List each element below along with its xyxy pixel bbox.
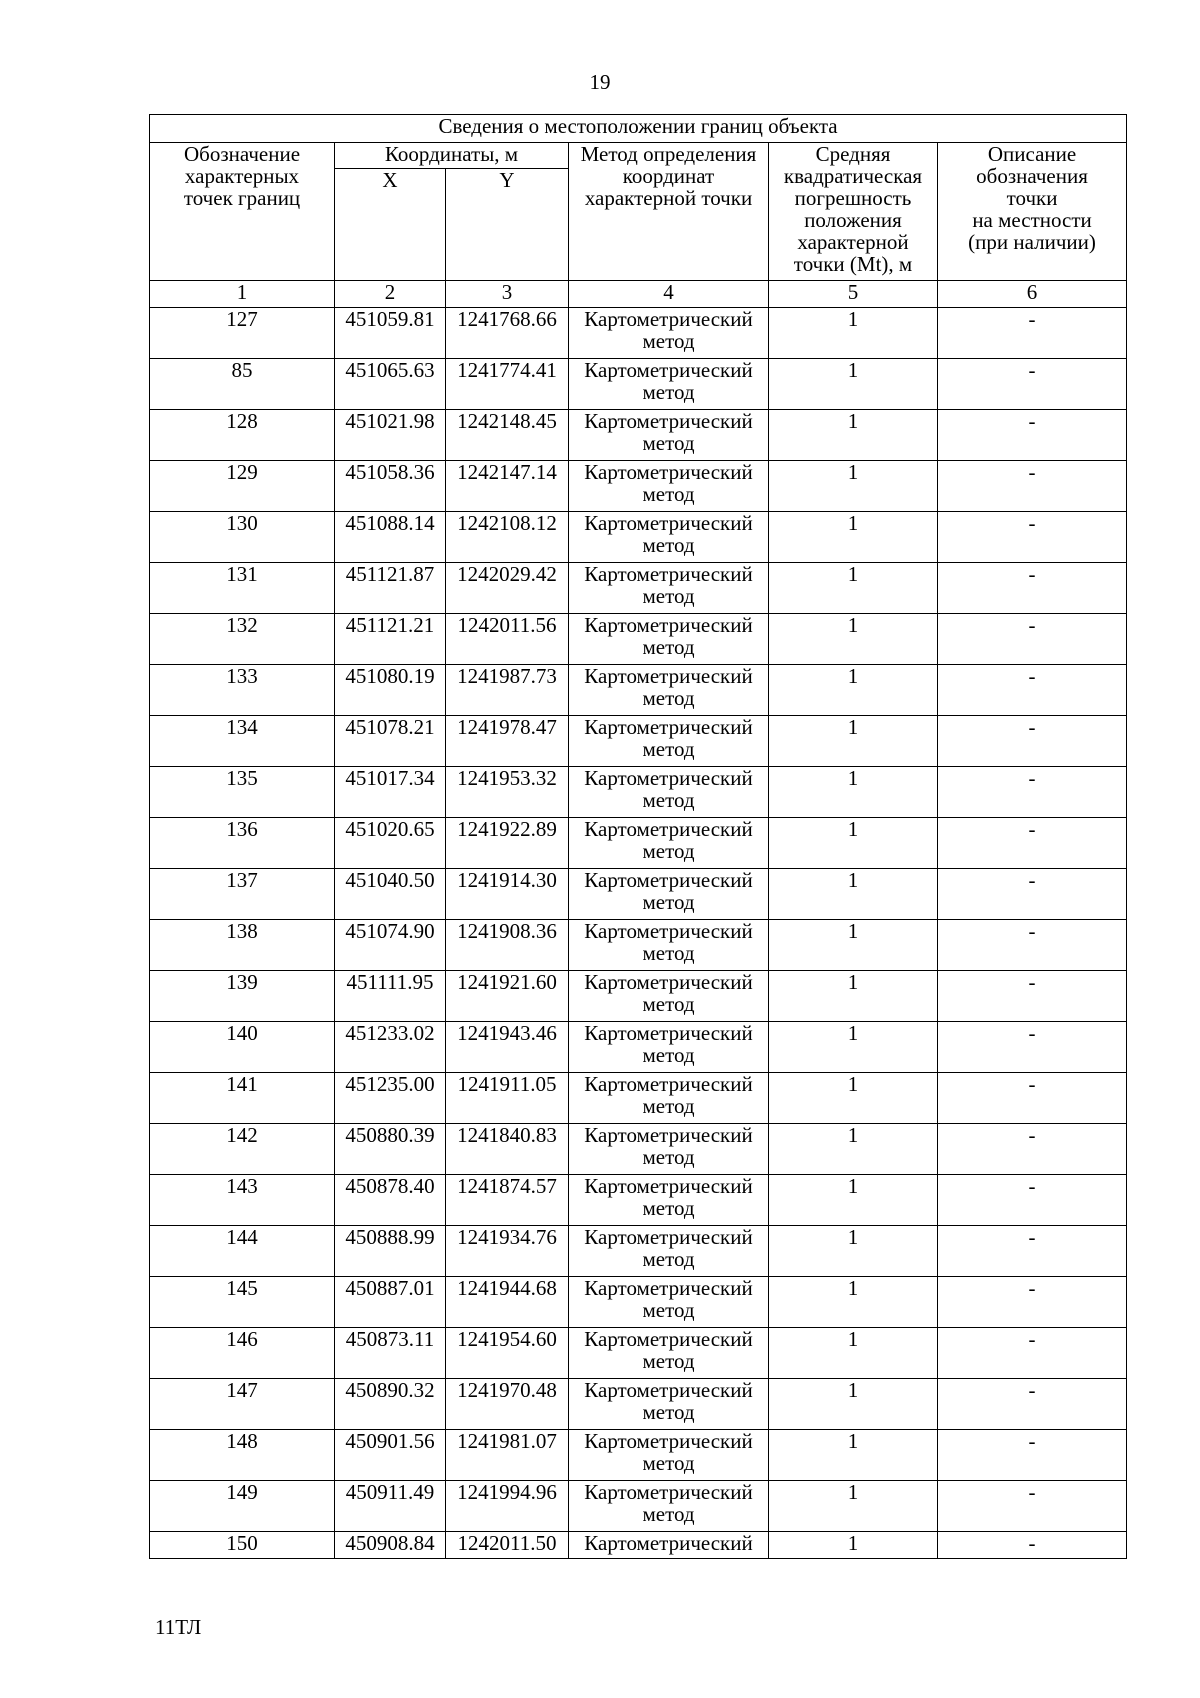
table-row <box>150 512 1127 563</box>
cell-point: 140 <box>150 1022 335 1073</box>
cell-point: 131 <box>150 563 335 614</box>
cell-method <box>569 512 769 563</box>
cell-y: 1241978.47 <box>446 716 569 767</box>
cell-point: 146 <box>150 1328 335 1379</box>
cell-x: 451040.50 <box>335 869 446 920</box>
cell-error: 1 <box>769 716 938 767</box>
cell-method-line: Картометрический <box>584 1378 753 1402</box>
cell-method-line: метод <box>642 737 695 761</box>
cell-method <box>569 563 769 614</box>
cell-method-line: метод <box>642 1043 695 1067</box>
cell-description: - <box>938 767 1127 818</box>
header-x: X <box>335 169 446 281</box>
cell-description: - <box>938 869 1127 920</box>
cell-y: 1242147.14 <box>446 461 569 512</box>
cell-description: - <box>938 1328 1127 1379</box>
cell-y: 1241914.30 <box>446 869 569 920</box>
cell-description: - <box>938 1532 1127 1559</box>
cell-method-line: Картометрический <box>584 460 753 484</box>
cell-method-line: Картометрический <box>584 358 753 382</box>
header-error-line: точки (Mt), м <box>793 252 913 276</box>
cell-description: - <box>938 1277 1127 1328</box>
cell-method-line: Картометрический <box>584 1531 753 1555</box>
table-row <box>150 1532 1127 1559</box>
table-row <box>150 1328 1127 1379</box>
cell-point: 147 <box>150 1379 335 1430</box>
cell-point: 148 <box>150 1430 335 1481</box>
table-row <box>150 716 1127 767</box>
cell-y: 1241944.68 <box>446 1277 569 1328</box>
cell-error: 1 <box>769 920 938 971</box>
column-number: 5 <box>769 281 938 308</box>
cell-description: - <box>938 512 1127 563</box>
table-row <box>150 1175 1127 1226</box>
boundary-coordinates-table <box>149 114 1127 1559</box>
cell-x: 450878.40 <box>335 1175 446 1226</box>
cell-x: 450887.01 <box>335 1277 446 1328</box>
cell-y: 1241987.73 <box>446 665 569 716</box>
header-description-line: Описание <box>987 142 1077 166</box>
cell-x: 451059.81 <box>335 308 446 359</box>
cell-point: 138 <box>150 920 335 971</box>
header-error <box>769 143 938 281</box>
cell-method-line: Картометрический <box>584 1123 753 1147</box>
cell-method-line: Картометрический <box>584 1327 753 1351</box>
table-row <box>150 1481 1127 1532</box>
cell-method <box>569 1022 769 1073</box>
footer-code: 11ТЛ <box>155 1615 202 1639</box>
cell-x: 451235.00 <box>335 1073 446 1124</box>
cell-method-line: Картометрический <box>584 1225 753 1249</box>
cell-error: 1 <box>769 1277 938 1328</box>
cell-description: - <box>938 818 1127 869</box>
cell-point: 137 <box>150 869 335 920</box>
cell-y: 1242148.45 <box>446 410 569 461</box>
cell-method-line: Картометрический <box>584 715 753 739</box>
cell-description: - <box>938 1022 1127 1073</box>
cell-method <box>569 614 769 665</box>
cell-method-line: Картометрический <box>584 1174 753 1198</box>
cell-method-line: Картометрический <box>584 1480 753 1504</box>
cell-description: - <box>938 359 1127 410</box>
cell-method-line: метод <box>642 1145 695 1169</box>
cell-method <box>569 767 769 818</box>
column-number: 6 <box>938 281 1127 308</box>
cell-x: 451074.90 <box>335 920 446 971</box>
cell-error: 1 <box>769 512 938 563</box>
cell-error: 1 <box>769 563 938 614</box>
cell-method-line: метод <box>642 533 695 557</box>
cell-y: 1241953.32 <box>446 767 569 818</box>
cell-method-line: метод <box>642 1400 695 1424</box>
table-row <box>150 818 1127 869</box>
cell-method <box>569 665 769 716</box>
column-number: 2 <box>335 281 446 308</box>
cell-method-line: метод <box>642 1298 695 1322</box>
cell-method-line: Картометрический <box>584 562 753 586</box>
cell-method-line: Картометрический <box>584 307 753 331</box>
table-row <box>150 869 1127 920</box>
cell-x: 451088.14 <box>335 512 446 563</box>
cell-point: 85 <box>150 359 335 410</box>
header-y: Y <box>446 169 569 281</box>
table-row <box>150 308 1127 359</box>
cell-error: 1 <box>769 1481 938 1532</box>
cell-x: 451121.87 <box>335 563 446 614</box>
header-description-line: точки <box>1006 186 1058 210</box>
cell-point: 130 <box>150 512 335 563</box>
table-row <box>150 920 1127 971</box>
column-number: 1 <box>150 281 335 308</box>
header-coordinates: Координаты, м <box>335 143 569 169</box>
cell-x: 451020.65 <box>335 818 446 869</box>
cell-error: 1 <box>769 971 938 1022</box>
cell-x: 450908.84 <box>335 1532 446 1559</box>
cell-y: 1242108.12 <box>446 512 569 563</box>
cell-x: 451017.34 <box>335 767 446 818</box>
table-row <box>150 1022 1127 1073</box>
cell-description: - <box>938 920 1127 971</box>
cell-error: 1 <box>769 1022 938 1073</box>
table-caption: Сведения о местоположении границ объекта <box>150 115 1127 143</box>
cell-method-line: метод <box>642 992 695 1016</box>
header-description-line: (при наличии) <box>968 230 1096 254</box>
cell-error: 1 <box>769 1226 938 1277</box>
cell-x: 451080.19 <box>335 665 446 716</box>
cell-description: - <box>938 716 1127 767</box>
cell-y: 1241970.48 <box>446 1379 569 1430</box>
cell-point: 141 <box>150 1073 335 1124</box>
cell-method <box>569 410 769 461</box>
cell-point: 128 <box>150 410 335 461</box>
cell-description: - <box>938 1124 1127 1175</box>
cell-method-line: метод <box>642 584 695 608</box>
header-description-line: обозначения <box>976 164 1088 188</box>
cell-y: 1241922.89 <box>446 818 569 869</box>
cell-point: 133 <box>150 665 335 716</box>
header-method <box>569 143 769 281</box>
cell-error: 1 <box>769 665 938 716</box>
cell-y: 1241911.05 <box>446 1073 569 1124</box>
cell-method <box>569 1328 769 1379</box>
cell-description: - <box>938 1430 1127 1481</box>
cell-method <box>569 1532 769 1559</box>
cell-y: 1241774.41 <box>446 359 569 410</box>
cell-description: - <box>938 410 1127 461</box>
cell-error: 1 <box>769 461 938 512</box>
cell-method-line: метод <box>642 1247 695 1271</box>
cell-y: 1241954.60 <box>446 1328 569 1379</box>
cell-point: 127 <box>150 308 335 359</box>
cell-error: 1 <box>769 1379 938 1430</box>
header-method-line: координат <box>622 164 715 188</box>
table-row <box>150 767 1127 818</box>
cell-method-line: Картометрический <box>584 1276 753 1300</box>
cell-y: 1241874.57 <box>446 1175 569 1226</box>
cell-method <box>569 1277 769 1328</box>
cell-y: 1241908.36 <box>446 920 569 971</box>
cell-method-line: метод <box>642 1349 695 1373</box>
cell-method-line: метод <box>642 788 695 812</box>
cell-method-line: метод <box>642 329 695 353</box>
table-row <box>150 1226 1127 1277</box>
cell-error: 1 <box>769 308 938 359</box>
cell-method-line: метод <box>642 1451 695 1475</box>
cell-method-line: Картометрический <box>584 817 753 841</box>
header-point-line: точек границ <box>183 186 301 210</box>
cell-error: 1 <box>769 869 938 920</box>
cell-method-line: метод <box>642 890 695 914</box>
table-row <box>150 614 1127 665</box>
header-error-line: характерной <box>797 230 909 254</box>
header-error-line: положения <box>804 208 902 232</box>
cell-point: 149 <box>150 1481 335 1532</box>
cell-x: 451065.63 <box>335 359 446 410</box>
cell-error: 1 <box>769 1328 938 1379</box>
cell-method-line: метод <box>642 431 695 455</box>
table-row <box>150 971 1127 1022</box>
cell-point: 136 <box>150 818 335 869</box>
table-row <box>150 1430 1127 1481</box>
cell-method-line: Картометрический <box>584 613 753 637</box>
cell-description: - <box>938 461 1127 512</box>
cell-method <box>569 1175 769 1226</box>
cell-method <box>569 308 769 359</box>
header-method-line: характерной точки <box>584 186 753 210</box>
table-row <box>150 1379 1127 1430</box>
cell-y: 1242011.56 <box>446 614 569 665</box>
cell-method-line: Картометрический <box>584 511 753 535</box>
cell-method-line: метод <box>642 839 695 863</box>
cell-method-line: метод <box>642 635 695 659</box>
cell-description: - <box>938 1481 1127 1532</box>
cell-error: 1 <box>769 1430 938 1481</box>
cell-error: 1 <box>769 359 938 410</box>
cell-method-line: Картометрический <box>584 970 753 994</box>
cell-description: - <box>938 1175 1127 1226</box>
table-row <box>150 1277 1127 1328</box>
header-description-line: на местности <box>972 208 1092 232</box>
cell-error: 1 <box>769 818 938 869</box>
cell-point: 144 <box>150 1226 335 1277</box>
cell-point: 135 <box>150 767 335 818</box>
cell-error: 1 <box>769 614 938 665</box>
cell-point: 142 <box>150 1124 335 1175</box>
cell-method <box>569 818 769 869</box>
cell-x: 451121.21 <box>335 614 446 665</box>
cell-method <box>569 1226 769 1277</box>
cell-x: 451078.21 <box>335 716 446 767</box>
cell-method <box>569 1124 769 1175</box>
cell-method <box>569 920 769 971</box>
cell-point: 132 <box>150 614 335 665</box>
cell-y: 1242029.42 <box>446 563 569 614</box>
cell-method-line: Картометрический <box>584 409 753 433</box>
cell-x: 450901.56 <box>335 1430 446 1481</box>
cell-method-line: метод <box>642 686 695 710</box>
cell-method-line: Картометрический <box>584 919 753 943</box>
cell-x: 451058.36 <box>335 461 446 512</box>
cell-description: - <box>938 1379 1127 1430</box>
cell-y: 1242011.50 <box>446 1532 569 1559</box>
table-row <box>150 665 1127 716</box>
cell-y: 1241840.83 <box>446 1124 569 1175</box>
cell-point: 145 <box>150 1277 335 1328</box>
cell-error: 1 <box>769 1532 938 1559</box>
cell-error: 1 <box>769 410 938 461</box>
cell-method <box>569 1430 769 1481</box>
table-row <box>150 461 1127 512</box>
cell-x: 451021.98 <box>335 410 446 461</box>
cell-point: 150 <box>150 1532 335 1559</box>
cell-description: - <box>938 563 1127 614</box>
cell-method <box>569 971 769 1022</box>
cell-method-line: метод <box>642 380 695 404</box>
header-method-line: Метод определения <box>580 142 757 166</box>
cell-method-line: метод <box>642 1094 695 1118</box>
cell-x: 450888.99 <box>335 1226 446 1277</box>
cell-y: 1241768.66 <box>446 308 569 359</box>
cell-x: 450880.39 <box>335 1124 446 1175</box>
cell-method-line: Картометрический <box>584 1429 753 1453</box>
page-number: 19 <box>589 70 611 94</box>
column-number: 3 <box>446 281 569 308</box>
table-row <box>150 410 1127 461</box>
cell-x: 451233.02 <box>335 1022 446 1073</box>
cell-y: 1241934.76 <box>446 1226 569 1277</box>
cell-description: - <box>938 614 1127 665</box>
cell-description: - <box>938 665 1127 716</box>
column-number: 4 <box>569 281 769 308</box>
header-point <box>150 143 335 281</box>
cell-method <box>569 716 769 767</box>
cell-method <box>569 1379 769 1430</box>
table-row <box>150 359 1127 410</box>
cell-x: 450873.11 <box>335 1328 446 1379</box>
cell-method <box>569 1073 769 1124</box>
header-point-line: характерных <box>184 164 300 188</box>
table-row <box>150 1124 1127 1175</box>
header-point-line: Обозначение <box>183 142 301 166</box>
cell-error: 1 <box>769 1124 938 1175</box>
cell-method <box>569 1481 769 1532</box>
cell-point: 129 <box>150 461 335 512</box>
table-body <box>150 308 1127 1559</box>
cell-method-line: Картометрический <box>584 1072 753 1096</box>
cell-description: - <box>938 1226 1127 1277</box>
cell-y: 1241981.07 <box>446 1430 569 1481</box>
header-error-line: Средняя <box>815 142 891 166</box>
cell-y: 1241994.96 <box>446 1481 569 1532</box>
cell-error: 1 <box>769 767 938 818</box>
cell-description: - <box>938 1073 1127 1124</box>
header-error-line: квадратическая <box>783 164 923 188</box>
cell-method-line: метод <box>642 1196 695 1220</box>
table-row <box>150 563 1127 614</box>
cell-x: 451111.95 <box>335 971 446 1022</box>
cell-error: 1 <box>769 1175 938 1226</box>
cell-point: 134 <box>150 716 335 767</box>
cell-description: - <box>938 308 1127 359</box>
cell-error: 1 <box>769 1073 938 1124</box>
cell-method-line: метод <box>642 1502 695 1526</box>
cell-method-line: Картометрический <box>584 766 753 790</box>
cell-method <box>569 359 769 410</box>
table-row <box>150 1073 1127 1124</box>
cell-method <box>569 869 769 920</box>
cell-method-line: Картометрический <box>584 664 753 688</box>
cell-method-line: метод <box>642 941 695 965</box>
cell-method-line: Картометрический <box>584 1021 753 1045</box>
header-error-line: погрешность <box>794 186 912 210</box>
cell-x: 450890.32 <box>335 1379 446 1430</box>
cell-method-line: Картометрический <box>584 868 753 892</box>
header-description <box>938 143 1127 281</box>
cell-x: 450911.49 <box>335 1481 446 1532</box>
cell-point: 143 <box>150 1175 335 1226</box>
cell-description: - <box>938 971 1127 1022</box>
cell-method <box>569 461 769 512</box>
cell-point: 139 <box>150 971 335 1022</box>
cell-y: 1241921.60 <box>446 971 569 1022</box>
cell-method-line: метод <box>642 482 695 506</box>
cell-y: 1241943.46 <box>446 1022 569 1073</box>
